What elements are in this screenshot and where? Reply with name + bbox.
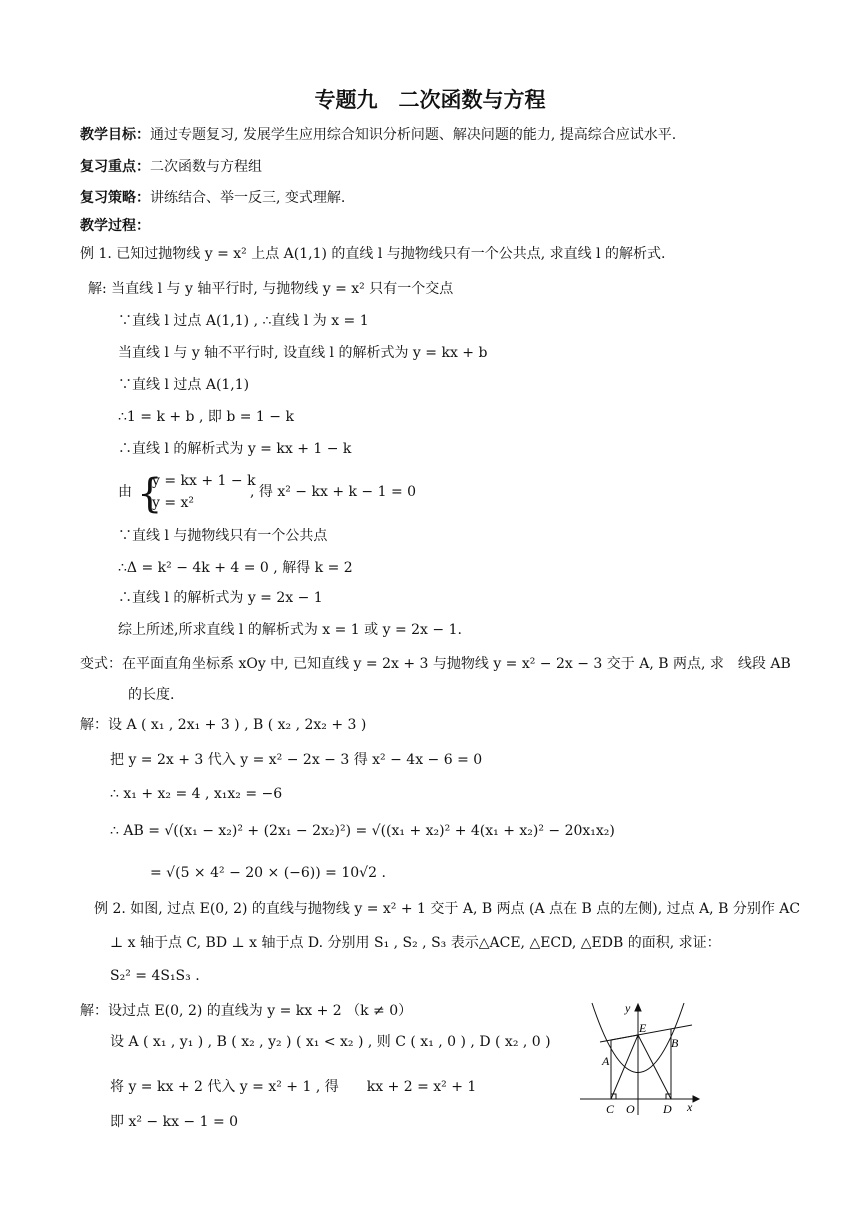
example1-system-result: , 得 x² − kx + k − 1 = 0	[250, 484, 417, 500]
variant-step4: ∴ AB = √((x₁ − x₂)² + (2x₁ − 2x₂)²) = √((x₁ + x₂)² + 4(x₁ + x₂)² − 20x₁x₂)	[110, 823, 615, 839]
segment-ce	[611, 1035, 638, 1099]
example2-question-line3: S₂² = 4S₁S₃ .	[110, 968, 200, 984]
label-c: C	[606, 1102, 615, 1116]
x-axis-arrow	[693, 1096, 699, 1102]
label-o: O	[626, 1102, 635, 1116]
example2-question-line2: ⊥ x 轴于点 C, BD ⊥ x 轴于点 D. 分别用 S₁ , S₂ , S₃ 表示△ACE, △ECD, △EDB 的面积, 求证：	[110, 935, 721, 951]
label-x: x	[687, 1100, 693, 1114]
system-brace: {	[137, 471, 163, 517]
review-focus-text: 二次函数与方程组	[150, 159, 262, 175]
example2-step1: 解：设过点 E(0, 2) 的直线为 y = kx + 2 （k ≠ 0）	[80, 1003, 413, 1019]
variant-step5: = √(5 × 4² − 20 × (−6)) = 10√2 .	[150, 865, 386, 881]
review-strategy-text: 讲练结合、举一反三, 变式理解.	[150, 190, 346, 206]
example1-system-top: y = kx + 1 − k	[152, 473, 256, 489]
example2-step2: 设 A ( x₁ , y₁ ) , B ( x₂ , y₂ ) ( x₁ < x₂ ) , 则 C ( x₁ , 0 ) , D ( x₂ , 0 )	[110, 1034, 551, 1050]
variant-question-line2: 的长度.	[128, 687, 175, 703]
label-d: D	[663, 1102, 672, 1116]
example2-question-line1: 例 2. 如图, 过点 E(0, 2) 的直线与抛物线 y = x² + 1 交于 A, B 两点 (A 点在 B 点的左侧), 过点 A, B 分别作 AC	[94, 901, 801, 917]
example1-system-bottom: y = x²	[152, 495, 195, 511]
label-a: A	[602, 1054, 610, 1068]
example1-step1: 解: 当直线 l 与 y 轴平行时, 与抛物线 y = x² 只有一个交点	[88, 281, 454, 297]
example2-step3: 将 y = kx + 2 代入 y = x² + 1 , 得 kx + 2 = x² + 1	[110, 1079, 477, 1095]
example1-system-prefix: 由	[118, 484, 132, 500]
parabola-figure	[575, 995, 705, 1120]
example1-question: 例 1. 已知过抛物线 y = x² 上点 A(1,1) 的直线 l 与抛物线只有一个公共点, 求直线 l 的解析式.	[80, 246, 666, 262]
example1-step6: ∴直线 l 的解析式为 y = kx + 1 − k	[118, 441, 352, 457]
teaching-goal	[80, 126, 676, 144]
y-axis-arrow	[635, 1004, 641, 1011]
variant-question-line1: 变式：在平面直角坐标系 xOy 中, 已知直线 y = 2x + 3 与抛物线 y = x² − 2x − 3 交于 A, B 两点, 求 线段 AB	[80, 656, 791, 672]
variant-step2: 把 y = 2x + 3 代入 y = x² − 2x − 3 得 x² − 4x − 6 = 0	[110, 752, 483, 768]
example1-step5: ∴1 = k + b , 即 b = 1 − k	[118, 409, 294, 425]
variant-step3: ∴ x₁ + x₂ = 4 , x₁x₂ = −6	[110, 786, 283, 802]
example2-step4: 即 x² − kx − 1 = 0	[110, 1114, 239, 1130]
review-strategy-label: 复习策略：	[80, 190, 150, 206]
example1-step10: ∴直线 l 的解析式为 y = 2x − 1	[118, 590, 323, 606]
page-title: 专题九 二次函数与方程	[314, 88, 546, 112]
segment-ed	[638, 1035, 671, 1099]
example1-step2: ∵直线 l 过点 A(1,1) , ∴直线 l 为 x = 1	[118, 313, 369, 329]
variant-step1: 解：设 A ( x₁ , 2x₁ + 3 ) , B ( x₂ , 2x₂ + 3 )	[80, 717, 367, 733]
example1-step9: ∴Δ = k² − 4k + 4 = 0 , 解得 k = 2	[118, 560, 353, 576]
teaching-goal-text: 通过专题复习, 发展学生应用综合知识分析问题、解决问题的能力, 提高综合应试水平.	[150, 127, 677, 143]
review-strategy	[80, 189, 345, 207]
teaching-goal-label: 教学目标：	[80, 127, 150, 143]
review-focus-label: 复习重点：	[80, 159, 150, 175]
review-focus	[80, 158, 262, 176]
example1-step3: 当直线 l 与 y 轴不平行时, 设直线 l 的解析式为 y = kx + b	[118, 345, 488, 361]
example1-conclusion: 综上所述,所求直线 l 的解析式为 x = 1 或 y = 2x − 1.	[118, 622, 462, 638]
label-b: B	[671, 1036, 679, 1050]
teaching-process-label: 教学过程：	[80, 218, 150, 234]
example1-step4: ∵直线 l 过点 A(1,1)	[118, 377, 250, 393]
label-e: E	[639, 1021, 647, 1035]
example1-step8: ∵直线 l 与抛物线只有一个公共点	[118, 528, 328, 544]
label-y: y	[625, 1001, 631, 1015]
segment-ae	[611, 1035, 638, 1040]
